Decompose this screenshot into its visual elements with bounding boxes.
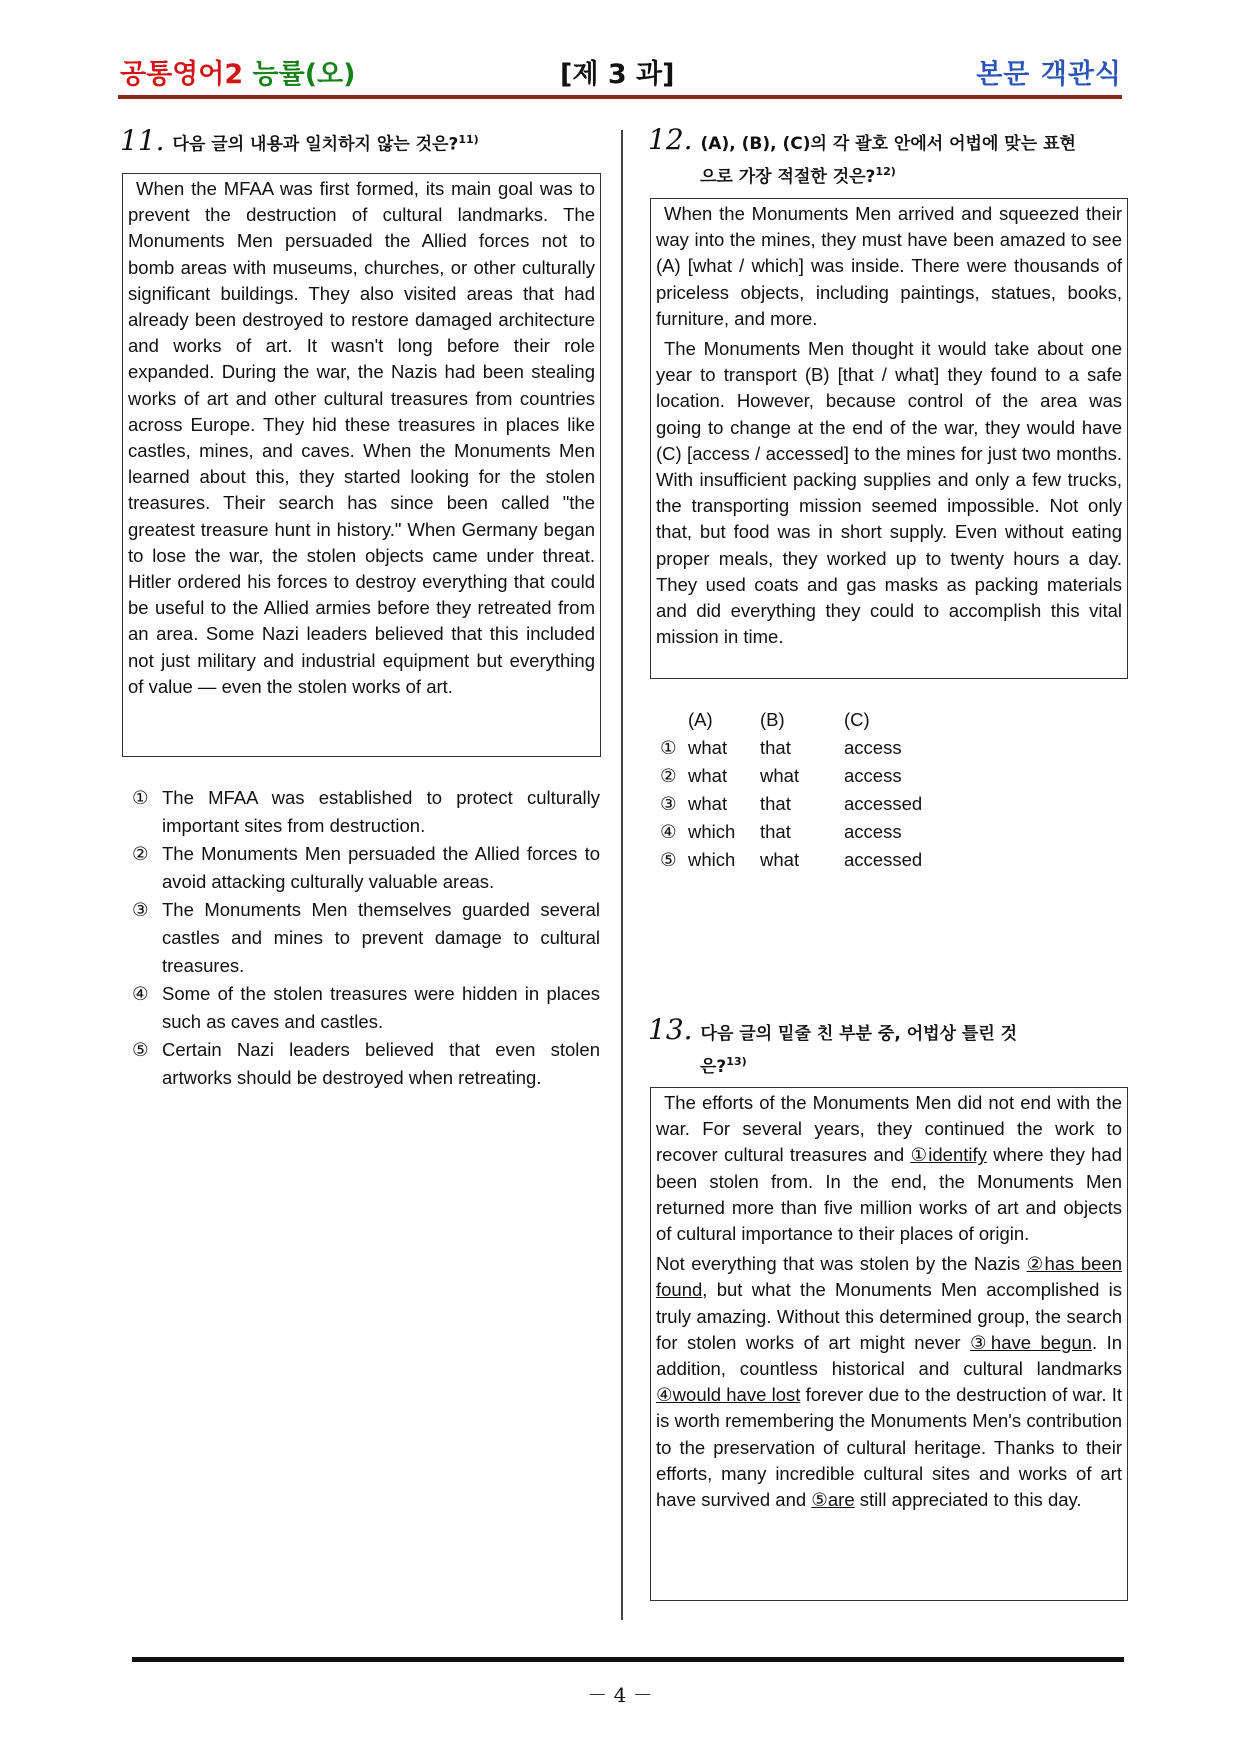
choice-text: Some of the stolen treasures were hidden in places such as caves and castles. <box>162 983 600 1032</box>
passage-paragraph-1: When the Monuments Men arrived and squeezed their way into the mines, they must have been amazed to see (A) [what / which] was inside. There were thousands of priceless objects, including paintings, statues, books, furniture, and more. <box>656 203 1122 329</box>
choice-mark: ③ <box>132 899 149 920</box>
text-segment: , but what the Monuments Men accomplished is truly amazing. Without this determined group, the search for stolen works of art might never <box>656 1279 1122 1353</box>
question-11-choices <box>132 784 600 1092</box>
subject-title <box>120 52 355 91</box>
question-13-header <box>648 1013 1128 1081</box>
option-b: that <box>760 737 791 758</box>
choice-3[interactable] <box>132 896 600 980</box>
column-a-header: (A) <box>688 709 713 730</box>
option-c: access <box>844 737 902 758</box>
option-a: which <box>688 849 736 870</box>
choice-2[interactable] <box>132 840 600 896</box>
question-number: 12. <box>648 123 693 156</box>
answer-table <box>660 706 964 874</box>
question-12-header <box>648 123 1128 191</box>
passage-paragraph-2 <box>656 1251 1122 1513</box>
choice-5[interactable] <box>132 1036 600 1092</box>
text-segment: The efforts of the Monuments Men did not end with the war. For several years, they continued the work to recover cultural treasures and <box>656 1092 1122 1166</box>
lesson-title: [제 3 과] <box>560 59 675 90</box>
passage-paragraph-2: The Monuments Men thought it would take about one year to transport (B) [that / what] they found to a safe location. However, because control of the area was going to change at the end of the war, they would have (C) [access / accessed] to the mines for just two months. With insufficient packing supplies and only a few trucks, the transporting mission seemed impossible. Not only that, but food was in short supply. Even without eating proper meals, they worked up to twenty hours a day. They used coats and gas masks as packing materials and did everything they could to accomplish this vital mission in time. <box>656 338 1122 648</box>
option-a: what <box>688 737 728 758</box>
answer-option-4[interactable] <box>660 818 964 846</box>
answer-option-1[interactable] <box>660 734 964 762</box>
question-number: 13. <box>648 1013 693 1046</box>
underlined-3: ③have begun <box>970 1331 1092 1353</box>
question-title: 다음 글의 내용과 일치하지 않는 것은? <box>172 134 459 155</box>
choice-text: The Monuments Men themselves guarded several castles and mines to prevent damage to cultural treasures. <box>162 899 600 976</box>
option-c: access <box>844 765 902 786</box>
option-a: what <box>688 765 728 786</box>
footer-rule <box>132 1657 1124 1662</box>
footnote-ref: 13) <box>726 1055 747 1068</box>
column-c-header: (C) <box>844 709 870 730</box>
column-divider <box>621 130 623 1620</box>
option-c: accessed <box>844 793 923 814</box>
page-number: － 4 － <box>587 1683 653 1707</box>
choice-mark: ④ <box>132 983 149 1004</box>
question-number: 11. <box>120 123 165 157</box>
choice-text: Certain Nazi leaders believed that even stolen artworks should be destroyed when retreating. <box>162 1039 600 1088</box>
answer-option-2[interactable] <box>660 762 964 790</box>
option-a: what <box>688 793 728 814</box>
underlined-4: ④would have lost <box>656 1384 801 1406</box>
question-title-line2: 으로 가장 적절한 것은? <box>700 166 876 187</box>
answer-option-5[interactable] <box>660 846 964 874</box>
text-segment: where they had been stolen from. In the end, the Monuments Men returned more than five million works of art and objects of cultural importance to their places of origin. <box>656 1144 1123 1245</box>
choice-1[interactable] <box>132 784 600 840</box>
option-c: access <box>844 821 902 842</box>
choice-mark: ② <box>132 843 149 864</box>
choice-4[interactable] <box>132 980 600 1036</box>
passage-text: When the MFAA was first formed, its main goal was to prevent the destruction of cultural landmarks. The Monuments Men persuaded the Allied forces not to bomb areas with museums, churches, or other culturally significant buildings. They also visited areas that had already been destroyed to restore damaged architecture and works of art. It wasn't long before their role expanded. During the war, the Nazis had been stealing works of art and other cultural treasures from countries across Europe. They hid these treasures in places like castles, mines, and caves. When the Monuments Men learned about this, they started looking for the stolen treasures. Their search has since been called "the greatest treasure hunt in history." When Germany began to lose the war, the stolen objects came under threat. Hitler ordered his forces to destroy everything that could be useful to the Allied armies before they retreated from an area. Some Nazi leaders believed that this included not just military and industrial equipment but everything of value — even the stolen works of art. <box>128 178 595 697</box>
choice-text: The MFAA was established to protect culturally important sites from destruction. <box>162 787 600 836</box>
option-b: that <box>760 821 791 842</box>
option-b: that <box>760 793 791 814</box>
option-b: what <box>760 765 800 786</box>
question-title-line1: (A), (B), (C)의 각 괄호 안에서 어법에 맞는 표현 <box>700 134 1076 154</box>
question-13-passage <box>650 1087 1128 1601</box>
question-11-header <box>120 123 479 159</box>
answer-option-3[interactable] <box>660 790 964 818</box>
footnote-ref: 11) <box>458 133 479 146</box>
option-mark: ② <box>660 765 677 786</box>
underlined-5: ⑤are <box>811 1489 855 1511</box>
option-mark: ⑤ <box>660 849 677 870</box>
question-title-line1: 다음 글의 밑줄 친 부분 중, 어법상 틀린 것 <box>700 1024 1018 1044</box>
question-12-passage <box>650 198 1128 679</box>
passage-paragraph-1 <box>656 1090 1122 1247</box>
column-b-header: (B) <box>760 709 785 730</box>
footnote-ref: 12) <box>875 165 896 178</box>
header-rule <box>118 95 1122 99</box>
text-segment: forever due to the destruction of war. It is worth remembering the Monuments Men's contribution to the preservation of cultural heritage. Thanks to their efforts, many incredible cultural sites and works of art have survived and <box>656 1384 1123 1511</box>
option-mark: ① <box>660 737 677 758</box>
question-title-line2: 은? <box>700 1056 727 1077</box>
underlined-1: ①identify <box>910 1144 987 1166</box>
choice-mark: ① <box>132 787 149 808</box>
publisher-name: 능률(오) <box>252 59 356 90</box>
option-a: which <box>688 821 736 842</box>
section-title: 본문 객관식 <box>976 59 1122 90</box>
subject-name: 공통영어2 <box>120 59 244 90</box>
question-11-passage <box>122 173 601 757</box>
text-segment: still appreciated to this day. <box>854 1489 1082 1511</box>
option-c: accessed <box>844 849 923 870</box>
text-segment: Not everything that was stolen by the Nazis <box>656 1253 1027 1275</box>
underlined-2: ②has been found <box>656 1253 1122 1301</box>
answer-table-header <box>660 706 964 734</box>
option-b: what <box>760 849 800 870</box>
option-mark: ④ <box>660 821 677 842</box>
choice-text: The Monuments Men persuaded the Allied forces to avoid attacking culturally valuable areas. <box>162 843 600 892</box>
choice-mark: ⑤ <box>132 1039 149 1060</box>
option-mark: ③ <box>660 793 677 814</box>
text-segment: . In addition, countless historical and cultural landmarks <box>656 1331 1122 1380</box>
